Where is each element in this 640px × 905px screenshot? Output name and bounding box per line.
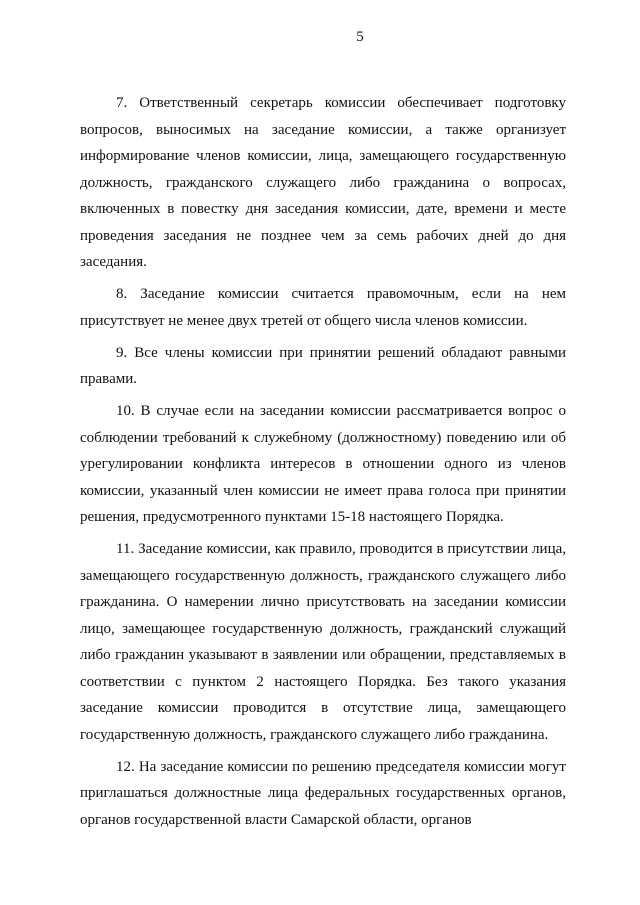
paragraph-7: 7. Ответственный секретарь комиссии обеспечивает подготовку вопросов, выносимых на заседание комиссии, а также организует информирование членов комиссии, лица, замещающего государственную должность, гражданского служащего либо гражданина о вопросах, включенных в повестку дня заседания комиссии, дате, времени и месте проведения заседания не позднее чем за семь рабочих дней до дня заседания. [80,95,566,270]
paragraph-12: 12. На заседание комиссии по решению председателя комиссии могут приглашаться должностные лица федеральных государственных органов, органов государственной власти Самарской области, органов [80,758,566,828]
paragraph-10: 10. В случае если на заседании комиссии рассматривается вопрос о соблюдении требований к служебному (должностному) поведению или об урегулировании конфликта интересов в отношении одного из членов комиссии, указанный член комиссии не имеет права голоса при принятии решения, предусмотренного пунктами 15-18 настоящего Порядка. [80,403,566,525]
paragraph-11: 11. Заседание комиссии, как правило, проводится в присутствии лица, замещающего государственную должность, гражданского служащего либо гражданина. О намерении лично присутствовать на заседании комиссии лицо, замещающее государственную должность, гражданский служащий либо гражданин указывают в заявлении или обращении, представляемых в соответствии с пунктом 2 настоящего Порядка. Без такого указания заседание комиссии проводится в отсутствие лица, замещающего государственную должность, гражданского служащего либо гражданина. [80,541,566,743]
paragraph-8: 8. Заседание комиссии считается правомочным, если на нем присутствует не менее двух третей от общего числа членов комиссии. [80,286,566,329]
page-number: 5 [356,29,364,45]
document-body [80,90,566,833]
paragraph-9: 9. Все члены комиссии при принятии решений обладают равными правами. [80,344,566,387]
